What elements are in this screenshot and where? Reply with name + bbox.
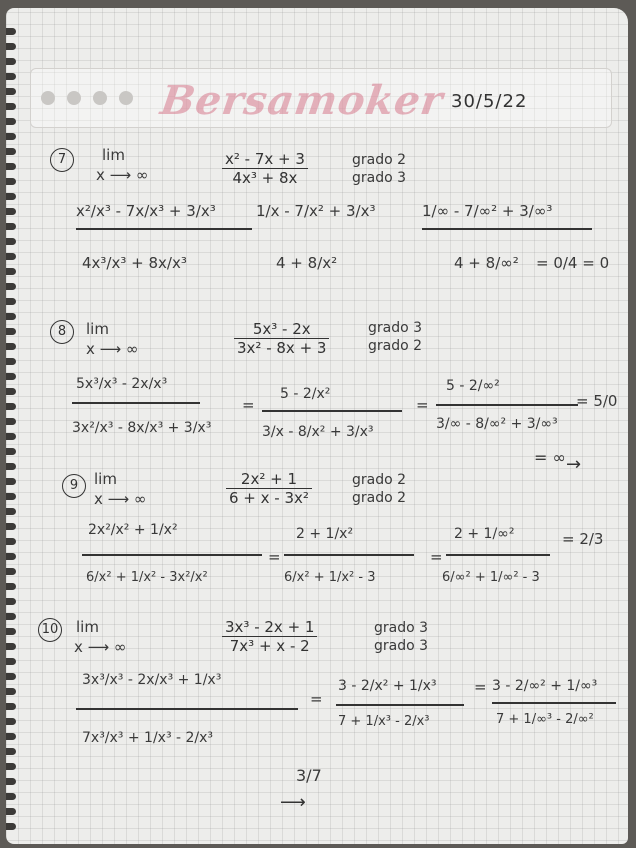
equals: = bbox=[242, 396, 255, 414]
step2-denominator: 3/x - 8/x² + 3/x³ bbox=[262, 424, 374, 440]
step2-numerator: 3 - 2/x² + 1/x³ bbox=[338, 678, 437, 694]
step3-numerator: 5 - 2/∞² bbox=[446, 378, 500, 394]
notebook-page bbox=[6, 8, 628, 844]
limit-approach: x ⟶ ∞ bbox=[74, 638, 127, 656]
equals: = bbox=[416, 396, 429, 414]
limit-expression: $\frac{\text{3x³ - 2x + 1}}{\text{7x³ + x - 2}}$ bbox=[222, 618, 317, 655]
step2-denominator: 4 + 8/x² bbox=[276, 254, 338, 272]
problem-number: 9 bbox=[62, 474, 86, 498]
header-dot bbox=[119, 91, 133, 105]
step3-denominator: 7 + 1/∞³ - 2/∞² bbox=[496, 712, 594, 727]
equals: = bbox=[310, 690, 323, 708]
result: = 2/3 bbox=[562, 530, 604, 548]
degree-denominator: grado 2 bbox=[352, 490, 407, 506]
fraction-bar bbox=[72, 402, 200, 404]
limit-label: lim bbox=[102, 146, 125, 164]
header-dot bbox=[41, 91, 55, 105]
step3-numerator: 1/∞ - 7/∞² + 3/∞³ bbox=[422, 202, 553, 220]
page-date: 30/5/22 bbox=[451, 91, 528, 112]
limit-approach: x ⟶ ∞ bbox=[96, 166, 149, 184]
step1-numerator: 5x³/x³ - 2x/x³ bbox=[76, 376, 168, 392]
limit-approach: x ⟶ ∞ bbox=[94, 490, 147, 508]
step3-numerator: 2 + 1/∞² bbox=[454, 526, 515, 542]
arrow-icon: ⟶ bbox=[280, 792, 306, 813]
degree-numerator: grado 3 bbox=[368, 320, 423, 336]
limit-approach: x ⟶ ∞ bbox=[86, 340, 139, 358]
degree-numerator: grado 2 bbox=[352, 152, 407, 168]
fraction-bar bbox=[76, 708, 298, 710]
arrow-icon: → bbox=[566, 454, 582, 475]
equals: = bbox=[474, 678, 487, 696]
equals: = bbox=[268, 548, 281, 566]
degree-denominator: grado 2 bbox=[368, 338, 423, 354]
fraction-bar bbox=[284, 554, 414, 556]
page-header bbox=[30, 68, 612, 128]
step2-numerator: 5 - 2/x² bbox=[280, 386, 331, 402]
limit-expression: $\frac{\text{x² - 7x + 3}}{\text{4x³ + 8x}}$ bbox=[222, 150, 308, 187]
step1-denominator: 7x³/x³ + 1/x³ - 2/x³ bbox=[82, 730, 214, 746]
limit-expression: $\frac{\text{2x² + 1}}{\text{6 + x - 3x²}}$ bbox=[226, 470, 312, 507]
step2-denominator: 7 + 1/x³ - 2/x³ bbox=[338, 714, 430, 729]
step1-denominator: 3x²/x³ - 8x/x³ + 3/x³ bbox=[72, 420, 212, 436]
step1-denominator: 6/x² + 1/x² - 3x²/x² bbox=[86, 570, 208, 585]
problem-number: 7 bbox=[50, 148, 74, 172]
step1-denominator: 4x³/x³ + 8x/x³ bbox=[82, 254, 187, 272]
fraction-bar bbox=[422, 228, 592, 230]
fraction-bar bbox=[262, 410, 402, 412]
limit-label: lim bbox=[86, 320, 109, 338]
step2-numerator: 1/x - 7/x² + 3/x³ bbox=[256, 202, 376, 220]
final-result: = ∞ bbox=[534, 448, 566, 467]
result: = 0/4 = 0 bbox=[536, 254, 610, 272]
limit-label: lim bbox=[94, 470, 117, 488]
fraction-bar bbox=[446, 554, 550, 556]
degree-denominator: grado 3 bbox=[352, 170, 407, 186]
step2-denominator: 6/x² + 1/x² - 3 bbox=[284, 570, 376, 585]
step3-denominator: 3/∞ - 8/∞² + 3/∞³ bbox=[436, 416, 558, 432]
result: = 5/0 bbox=[576, 392, 618, 410]
limit-expression: $\frac{\text{5x³ - 2x}}{\text{3x² - 8x + 3}}$ bbox=[234, 320, 329, 357]
degree-numerator: grado 2 bbox=[352, 472, 407, 488]
header-dot bbox=[93, 91, 107, 105]
step1-numerator: x²/x³ - 7x/x³ + 3/x³ bbox=[76, 202, 216, 220]
step3-denominator: 6/∞² + 1/∞² - 3 bbox=[442, 570, 540, 585]
problem-number: 8 bbox=[50, 320, 74, 344]
step1-numerator: 3x³/x³ - 2x/x³ + 1/x³ bbox=[82, 672, 222, 688]
step1-numerator: 2x²/x² + 1/x² bbox=[88, 522, 178, 538]
degree-denominator: grado 3 bbox=[374, 638, 429, 654]
fraction-bar bbox=[336, 704, 464, 706]
step2-numerator: 2 + 1/x² bbox=[296, 526, 354, 542]
header-dot bbox=[67, 91, 81, 105]
limit-label: lim bbox=[76, 618, 99, 636]
fraction-bar bbox=[76, 228, 252, 230]
degree-numerator: grado 3 bbox=[374, 620, 429, 636]
problem-number: 10 bbox=[38, 618, 62, 642]
fraction-bar bbox=[492, 702, 616, 704]
equals: = bbox=[430, 548, 443, 566]
brand-watermark: Bersamoker bbox=[157, 77, 447, 124]
fraction-bar bbox=[82, 554, 262, 556]
result: 3/7 bbox=[296, 766, 322, 785]
fraction-bar bbox=[436, 404, 578, 406]
step3-numerator: 3 - 2/∞² + 1/∞³ bbox=[492, 678, 598, 694]
spiral-binding bbox=[6, 28, 18, 844]
step3-denominator: 4 + 8/∞² bbox=[454, 254, 519, 272]
